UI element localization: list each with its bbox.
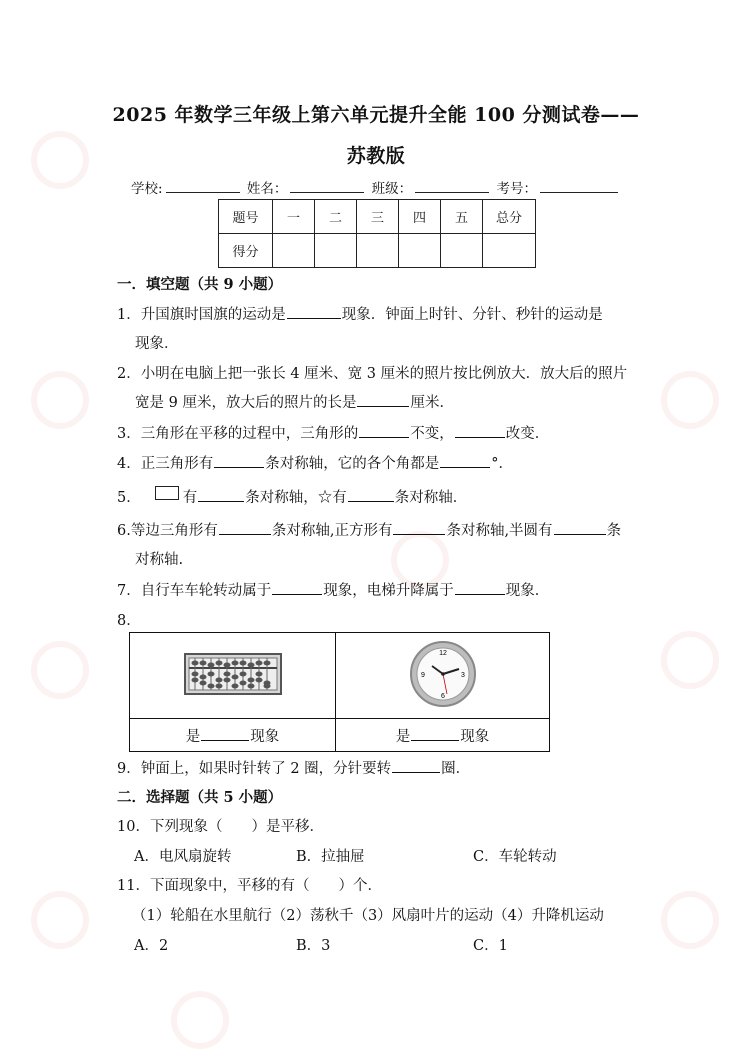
score-cell[interactable]: [441, 234, 483, 268]
score-cell[interactable]: [315, 234, 357, 268]
option-a[interactable]: A．2: [134, 938, 169, 954]
score-header-cell: 总分: [483, 200, 536, 234]
section-2-heading: 二．选择题（共 5 小题）: [117, 789, 283, 806]
question-6: 6.等边三角形有 条对称轴,正方形有 条对称轴,半圆有 条: [117, 519, 621, 540]
score-header-cell: 一: [273, 200, 315, 234]
answer-blank[interactable]: [393, 520, 445, 535]
answer-blank[interactable]: [198, 487, 244, 502]
score-cell[interactable]: [483, 234, 536, 268]
question-1: 1．升国旗时国旗的运动是 现象．钟面上时针、分针、秒针的运动是: [117, 303, 603, 324]
exam-no-blank[interactable]: [540, 179, 618, 193]
question-3: 3．三角形在平移的过程中，三角形的 不变， 改变．: [117, 422, 549, 443]
answer-blank[interactable]: [214, 453, 264, 468]
question-2-cont: 宽是 9 厘米，放大后的照片的长是 厘米．: [135, 391, 454, 412]
answer-blank[interactable]: [455, 580, 505, 595]
question-1-cont: 现象．: [135, 336, 179, 352]
score-cell[interactable]: [399, 234, 441, 268]
answer-blank[interactable]: [455, 423, 505, 438]
option-c[interactable]: C．1: [473, 938, 508, 954]
name-label: 姓名：: [246, 181, 288, 197]
answer-blank[interactable]: [357, 392, 409, 407]
exam-no-label: 考号：: [496, 181, 537, 197]
school-label: 学校:: [131, 181, 163, 197]
score-row-label: 得分: [219, 234, 273, 268]
school-blank[interactable]: [166, 179, 240, 193]
score-header-cell: 四: [399, 200, 441, 234]
question-8-table: [129, 632, 550, 752]
answer-blank[interactable]: [440, 453, 490, 468]
section-1-heading: 一．填空题（共 9 小题）: [117, 276, 283, 293]
question-7: 7．自行车车轮转动属于 现象，电梯升降属于 现象．: [117, 579, 549, 600]
score-table: [218, 199, 536, 268]
question-9: 9．钟面上，如果时针转了 2 圈，分针要转 圈．: [117, 757, 470, 778]
option-c[interactable]: C．车轮转动: [473, 849, 557, 865]
title-line-1: 2025 年数学三年级上第六单元提升全能 100 分测试卷——: [112, 104, 640, 126]
student-info-row: [0, 177, 752, 197]
clock-caption: 是 现象: [336, 719, 550, 752]
class-label: 班级：: [371, 181, 413, 197]
question-10: 10．下列现象（ ）是平移．: [117, 819, 324, 835]
answer-blank[interactable]: [348, 487, 394, 502]
option-b[interactable]: B．3: [296, 938, 331, 954]
abacus-caption: 是 现象: [130, 719, 336, 752]
answer-blank[interactable]: [287, 304, 341, 319]
question-11: 11．下面现象中，平移的有（ ）个．: [117, 878, 382, 894]
clock-icon: [408, 639, 478, 709]
score-header-cell: 五: [441, 200, 483, 234]
score-header-cell: 题号: [219, 200, 273, 234]
question-8: 8．: [117, 613, 141, 629]
answer-blank[interactable]: [411, 726, 459, 741]
option-a[interactable]: A．电风扇旋转: [134, 849, 232, 865]
score-cell[interactable]: [273, 234, 315, 268]
name-blank[interactable]: [290, 179, 364, 193]
clock-number: 3: [460, 671, 465, 679]
answer-blank[interactable]: [201, 726, 249, 741]
question-11-items: （1）轮船在水里航行（2）荡秋千（3）风扇叶片的运动（4）升降机运动: [132, 908, 604, 924]
question-2: 2．小明在电脑上把一张长 4 厘米、宽 3 厘米的照片按比例放大．放大后的照片: [117, 366, 628, 382]
score-header-cell: 二: [315, 200, 357, 234]
option-b[interactable]: B．拉抽屉: [296, 849, 365, 865]
title-line-2: 苏教版: [346, 145, 406, 167]
abacus-cell: [130, 633, 336, 719]
answer-blank[interactable]: [219, 520, 271, 535]
answer-blank[interactable]: [392, 758, 440, 773]
clock-number: 6: [440, 692, 445, 700]
clock-number: 9: [420, 671, 425, 679]
score-cell[interactable]: [357, 234, 399, 268]
answer-blank[interactable]: [554, 520, 606, 535]
class-blank[interactable]: [415, 179, 489, 193]
question-6-cont: 对称轴.: [135, 552, 184, 568]
clock-number: 12: [438, 649, 447, 657]
rectangle-icon: [155, 486, 179, 500]
answer-blank[interactable]: [359, 423, 409, 438]
clock-cell: [336, 633, 550, 719]
question-4: 4．正三角形有 条对称轴，它的各个角都是 °．: [117, 452, 513, 473]
answer-blank[interactable]: [272, 580, 322, 595]
question-5: 5． 有 条对称轴，☆有 条对称轴．: [117, 486, 467, 507]
abacus-icon: [183, 652, 283, 696]
score-header-cell: 三: [357, 200, 399, 234]
